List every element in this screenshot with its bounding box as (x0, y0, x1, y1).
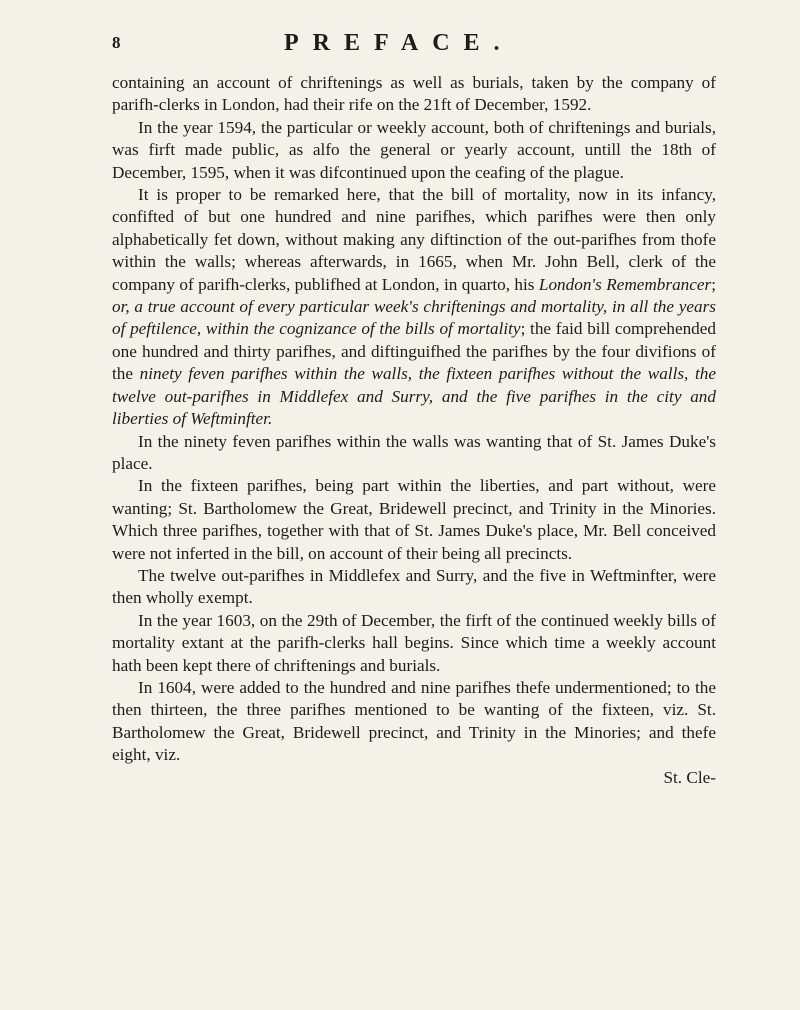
body-text (112, 72, 716, 767)
page-number: 8 (112, 33, 121, 52)
text-run: In the year 1603, on the 29th of December, the firft of the continued weekly bills of mortality extant at the parifh-clerks hall begins. Since which time a weekly account hath been kept there of chriftenings and burials. (112, 610, 716, 675)
text-run: containing an account of chriftenings as well as burials, taken by the company of parifh-clerks in London, had their rife on the 21ft of December, 1592. (112, 73, 716, 115)
text-run: In the fixteen parifhes, being part within the liberties, and part without, were wanting; St. Bartholomew the Great, Bridewell precinct, and Trinity in the Minories. Which three parifhes, together with that of St. James Duke's place, Mr. Bell conceived were not inferted in the bill, on account of their being all precincts. (112, 476, 716, 563)
italic-text-run: London's Remembrancer (538, 274, 712, 294)
paragraph (112, 565, 716, 610)
italic-text-run: or, a true account of every particular week's chriftenings and mortality, in all the years of peftilence, within the cognizance of the bills of mortality (112, 297, 716, 339)
text-run: ; the faid bill comprehended one hundred and thirty parifhes, and diftinguifhed the parifhes by the four divifions of the (112, 319, 717, 384)
running-head: PREFACE. (284, 30, 514, 56)
paragraph (112, 475, 716, 565)
text-run: The twelve out-parifhes in Middlefex and Surry, and the five in Weftminfter, were then wholly exempt. (112, 565, 716, 608)
paragraph (112, 184, 716, 430)
text-run: In the year 1594, the particular or weekly account, both of chriftenings and burials, was firft made public, as alfo the general or yearly account, untill the 18th of December, 1595, when it was difcontinued upon the ceafing of the plague. (112, 117, 716, 182)
text-run: In 1604, were added to the hundred and nine parifhes thefe undermentioned; to the then thirteen, the three parifhes mentioned to be wanting of the fixteen, viz. St. Bartholomew the Great, Bridewell precinct, and Trinity in the Minories; and thefe eight, viz. (112, 677, 716, 765)
catchword: St. Cle- (663, 767, 716, 787)
paragraph (112, 677, 716, 767)
paragraph (112, 610, 716, 677)
italic-text-run: ninety feven parifhes within the walls, the fixteen parifhes without the walls, the twelve out-parifhes in Middlefex and Surry, and the five parifhes in the city and liberties of Weftminfter. (112, 364, 716, 429)
paragraph (112, 431, 716, 476)
text-run: ; (711, 274, 716, 294)
paragraph (112, 117, 716, 184)
paragraph (112, 72, 716, 117)
text-run: In the ninety feven parifhes within the walls was wanting that of St. James Duke's place. (112, 431, 716, 473)
text-run: It is proper to be remarked here, that the bill of mortality, now in its infancy, confifted of but one hundred and nine parifhes, which parifhes were then only alphabetically fet down, without making any diftinction of the out-parifhes from thofe within the walls; whereas afterwards, in 1665, when Mr. John Bell, clerk of the company of parifh-clerks, publifhed at London, in quarto, his (112, 185, 716, 294)
page-header (112, 30, 716, 60)
